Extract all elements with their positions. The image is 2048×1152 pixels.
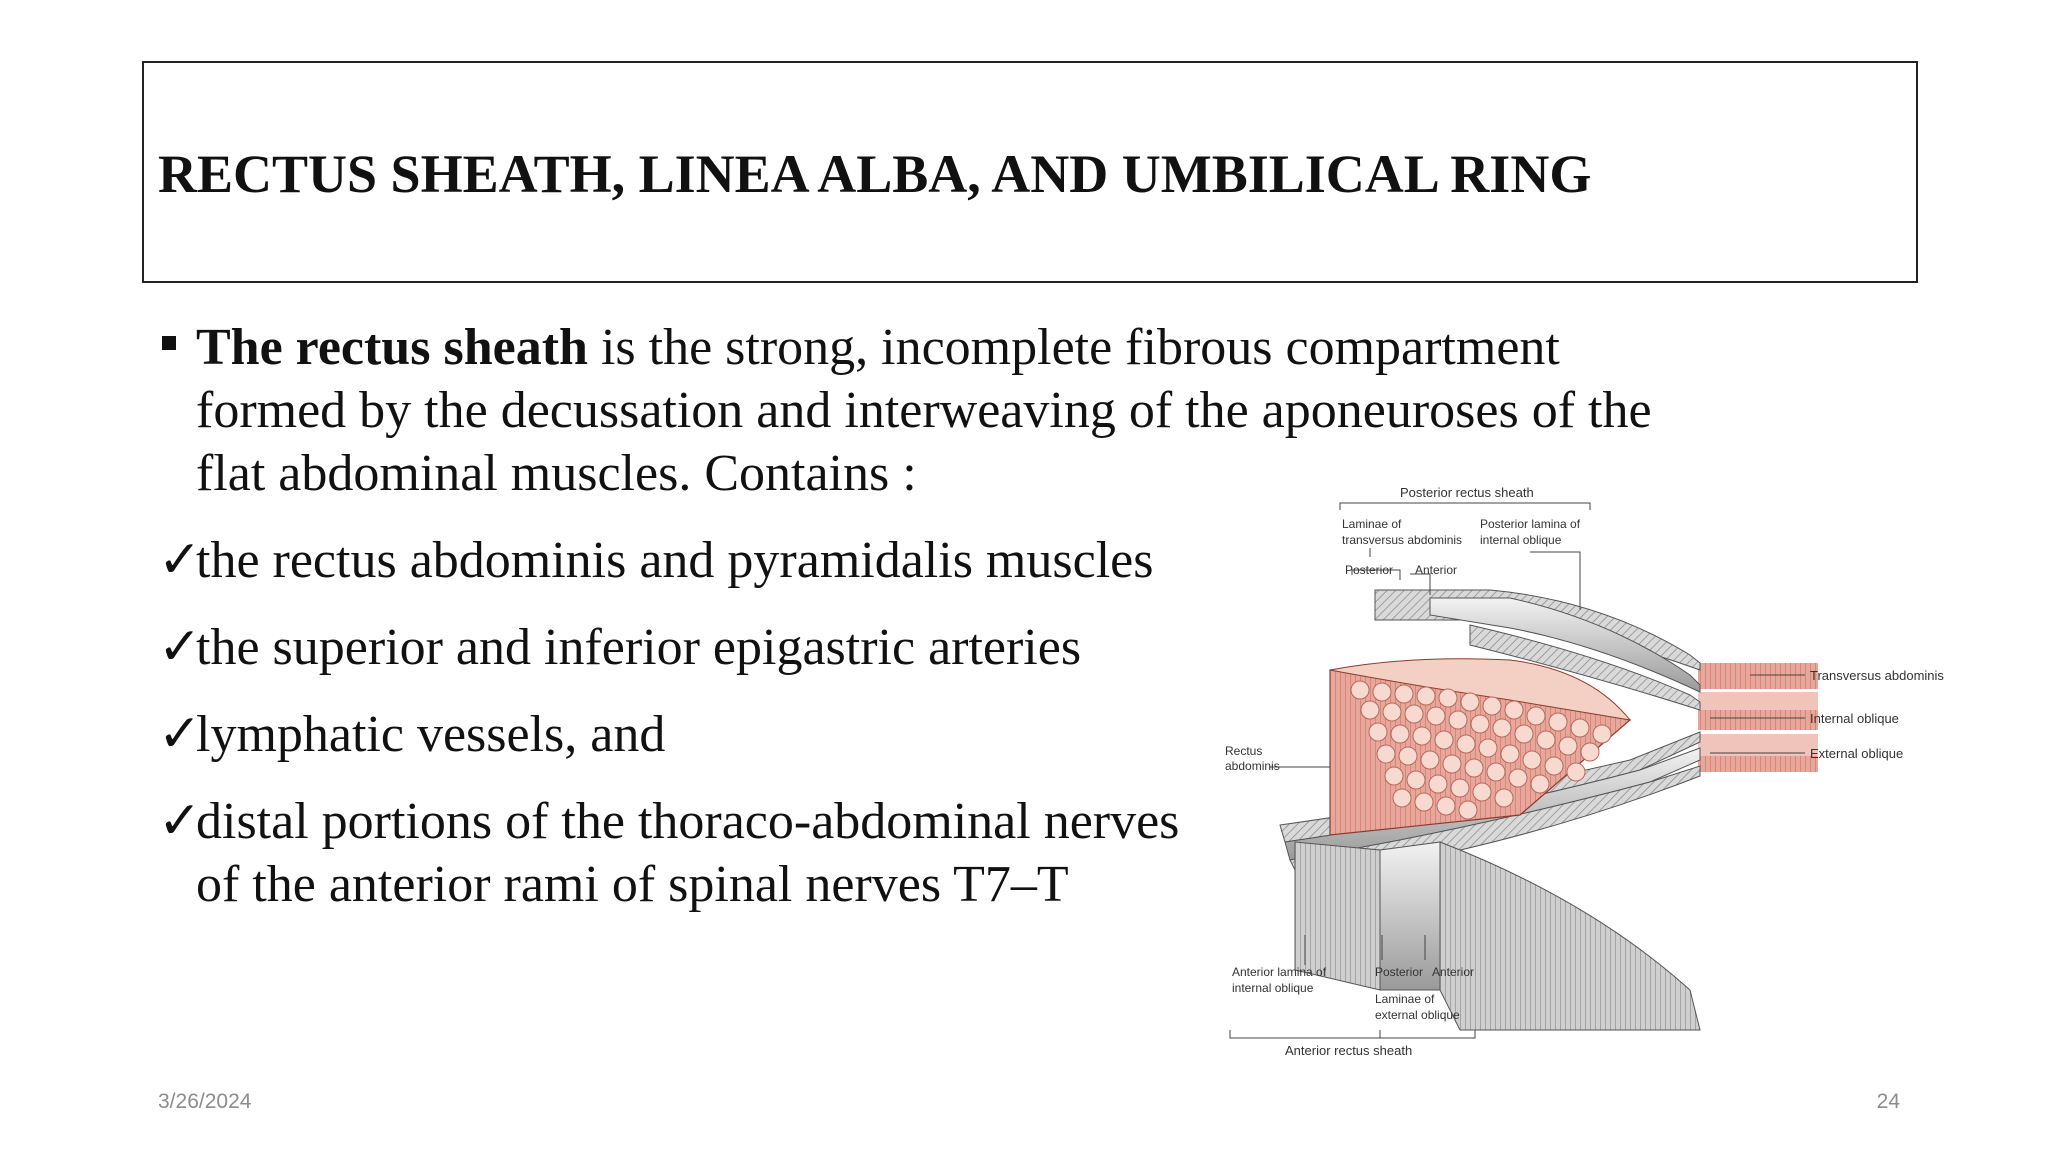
- list-item-text: lymphatic vessels, and: [196, 706, 666, 763]
- label-laminae-transversus: Laminae of: [1342, 517, 1402, 531]
- intro-line-3: flat abdominal muscles. Contains :: [196, 445, 917, 502]
- label-internal-oblique: Internal oblique: [1810, 711, 1899, 726]
- square-bullet-icon: [162, 336, 176, 350]
- label-laminae-external: external oblique: [1375, 1008, 1460, 1022]
- label-laminae-external: Laminae of: [1375, 992, 1435, 1006]
- list-item-text: distal portions of the thoraco-abdominal nerves: [196, 793, 1180, 850]
- title-box: [142, 61, 1918, 283]
- checkmark-icon: ✓: [158, 532, 202, 589]
- list-item: [158, 703, 1208, 766]
- intro-rest: is the strong, incomplete fibrous compartment: [587, 319, 1560, 376]
- list-item: [158, 790, 1208, 916]
- label-transversus-abdominis: Transversus abdominis: [1810, 668, 1944, 683]
- list-item-text: the rectus abdominis and pyramidalis muscles: [196, 532, 1154, 589]
- label-posterior-lamina-io: internal oblique: [1480, 533, 1562, 547]
- checkmark-icon: ✓: [158, 706, 202, 763]
- rectus-sheath-illustration: [1210, 470, 1950, 1060]
- label-rectus-abdominis: Rectus: [1225, 744, 1263, 758]
- intro-bold-term: The rectus sheath: [196, 319, 588, 376]
- intro-line-2: formed by the decussation and interweaving of the aponeuroses of the: [196, 382, 1652, 439]
- label-anterior-bottom: Anterior: [1432, 965, 1475, 979]
- label-external-oblique: External oblique: [1810, 746, 1904, 761]
- list-item: [158, 529, 1208, 592]
- list-item-text: the superior and inferior epigastric arteries: [196, 619, 1082, 676]
- list-item: [158, 616, 1208, 679]
- label-anterior-top: Anterior: [1415, 563, 1458, 577]
- label-posterior-lamina-io: Posterior lamina of: [1480, 517, 1581, 531]
- slide-title: RECTUS SHEATH, LINEA ALBA, AND UMBILICAL RING: [158, 144, 1592, 204]
- slide-date: 3/26/2024: [158, 1090, 252, 1113]
- label-anterior-lamina-io: internal oblique: [1232, 981, 1314, 995]
- slide-page-number: 24: [1876, 1090, 1900, 1113]
- intro-line-1: [196, 316, 1898, 379]
- label-rectus-abdominis: abdominis: [1225, 759, 1280, 773]
- label-posterior-bottom: Posterior: [1375, 965, 1424, 979]
- list-item-continuation: of the anterior rami of spinal nerves T7–T: [196, 856, 1069, 913]
- rectus-sheath-diagram: [1210, 470, 1950, 1060]
- label-anterior-lamina-io: Anterior lamina of: [1232, 965, 1327, 979]
- checkmark-icon: ✓: [158, 619, 202, 676]
- label-posterior-rectus-sheath: Posterior rectus sheath: [1400, 485, 1534, 500]
- label-posterior-top: Posterior: [1345, 563, 1394, 577]
- checkmark-icon: ✓: [158, 793, 202, 850]
- label-anterior-rectus-sheath: Anterior rectus sheath: [1285, 1043, 1413, 1058]
- label-laminae-transversus: transversus abdominis: [1342, 533, 1463, 547]
